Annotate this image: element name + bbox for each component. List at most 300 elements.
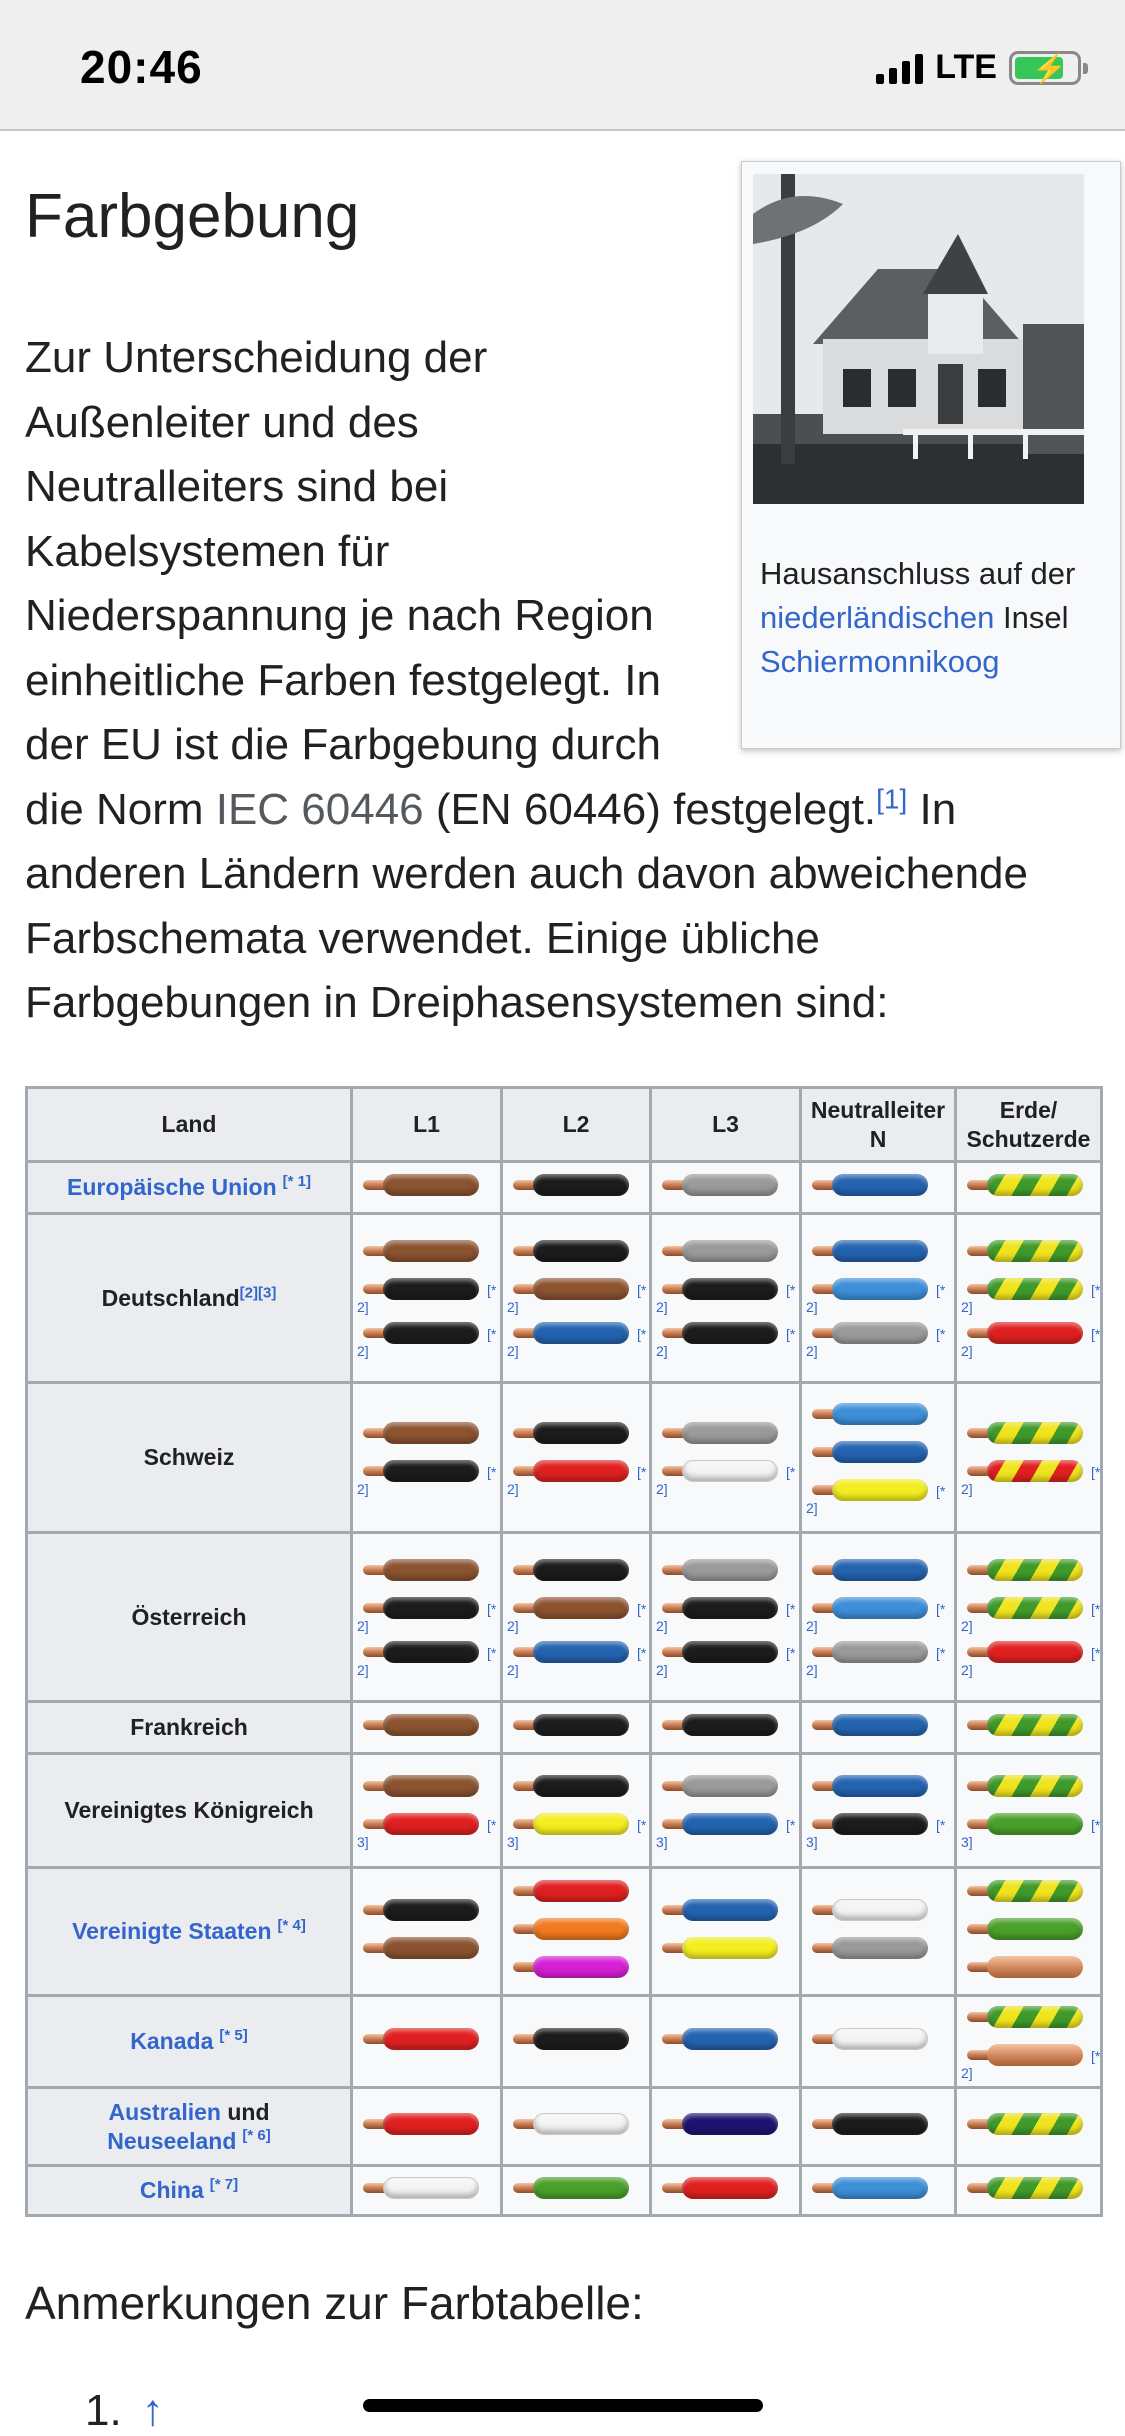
wire-cell: [956, 1702, 1102, 1754]
reference-1[interactable]: [1]: [876, 782, 908, 814]
table-row: [27, 1533, 1102, 1702]
wire-item: [503, 1952, 649, 1990]
footnote-mark[interactable]: 3]: [357, 1833, 369, 1850]
footnote-mark[interactable]: [*: [487, 1463, 497, 1480]
footnote-mark[interactable]: [*: [786, 1645, 796, 1661]
notes-heading: Anmerkungen zur Farbtabelle:: [25, 2277, 644, 2329]
blue-wire-icon[interactable]: [812, 1714, 928, 1736]
brown-wire-icon[interactable]: [363, 1559, 479, 1581]
wire-item: [503, 1593, 649, 1637]
wire-item: [353, 1236, 500, 1274]
footnote-mark[interactable]: 2]: [806, 1618, 818, 1634]
white-wire-icon[interactable]: [812, 2028, 928, 2050]
brown-wire-icon[interactable]: [363, 1775, 479, 1797]
ye-gr-wire-icon[interactable]: [967, 1559, 1083, 1581]
link-niederlaendischen[interactable]: niederländischen: [760, 600, 995, 635]
wire-item: [503, 1876, 649, 1914]
blue-wire-icon[interactable]: [662, 1813, 778, 1835]
black-wire-icon[interactable]: [662, 1641, 778, 1663]
country-link[interactable]: Australien: [108, 2098, 221, 2125]
wire-item: [503, 1771, 649, 1809]
wire-cell: [956, 1383, 1102, 1533]
grey-wire-icon[interactable]: [812, 1322, 928, 1344]
footnote-mark[interactable]: [*: [786, 1326, 796, 1342]
wire-cell: [352, 1868, 502, 1996]
wire-item: [802, 2024, 954, 2062]
wire-item: [652, 1274, 799, 1318]
header-neutral: Neutralleiter N: [801, 1088, 956, 1162]
footnote-mark[interactable]: 2]: [656, 1299, 668, 1315]
wire-cell: [651, 2166, 801, 2216]
black-wire-icon[interactable]: [513, 1775, 629, 1797]
footnote-mark[interactable]: [*: [637, 1463, 647, 1480]
footnote-mark[interactable]: 3]: [507, 1833, 519, 1850]
grey-wire-icon[interactable]: [662, 1240, 778, 1262]
footnote-mark[interactable]: 2]: [507, 1662, 519, 1678]
footnote-mark[interactable]: [*: [1091, 1816, 1101, 1833]
wire-item: [503, 1274, 649, 1318]
wire-item: [353, 1456, 500, 1500]
red-wire-icon[interactable]: [363, 2113, 479, 2135]
country-cell: [27, 1868, 352, 1996]
footnote-mark[interactable]: [*: [936, 1482, 946, 1499]
country-cell: [27, 1702, 352, 1754]
country-link[interactable]: Kanada: [130, 2028, 214, 2054]
brown-wire-icon[interactable]: [363, 1240, 479, 1262]
wire-cell: [651, 1383, 801, 1533]
footnote-mark[interactable]: [*: [1091, 1645, 1101, 1661]
wire-cell: [956, 2088, 1102, 2166]
footnote-mark[interactable]: 2]: [357, 1662, 369, 1678]
red-wire-icon[interactable]: [967, 1641, 1083, 1663]
ye-gr-wire-icon[interactable]: [967, 1422, 1083, 1444]
country-note[interactable]: [* 7]: [209, 2176, 239, 2194]
intro-paragraph: Zur Unterscheidung der Außenleiter und des Neutralleiters sind bei Kabelsystemen für Niederspannung je nach Region einheitliche Farben festgelegt. In der EU ist die Farbgebung durch die Norm IEC 60446 (EN 60446) festgelegt.[1] In anderen Ländern werden auch davon abweichende Farbschemata verwendet. Einige übliche Farbgebungen in Dreiphasensystemen sind:: [25, 333, 1028, 1027]
bare-wire-icon[interactable]: [967, 1956, 1083, 1978]
table-row: [27, 1702, 1102, 1754]
black-wire-icon[interactable]: [363, 1278, 479, 1300]
wire-item: [802, 1933, 954, 1971]
country-note[interactable]: [* 6]: [242, 2126, 271, 2144]
black-wire-icon[interactable]: [812, 2113, 928, 2135]
wire-cell: [651, 2088, 801, 2166]
black-wire-icon[interactable]: [363, 1641, 479, 1663]
wire-item: [503, 1809, 649, 1853]
wire-cell: [801, 1996, 956, 2088]
home-indicator[interactable]: [363, 2399, 763, 2412]
link-iec-60446[interactable]: IEC 60446: [215, 784, 424, 834]
wire-item: [652, 1456, 799, 1500]
wire-item: [957, 2109, 1100, 2147]
wire-item: [353, 1418, 500, 1456]
wire-item: [353, 1710, 500, 1748]
country-note[interactable]: [* 5]: [219, 2027, 248, 2045]
footnote-mark[interactable]: 2]: [656, 1618, 668, 1634]
footnote-mark[interactable]: [*: [936, 1645, 946, 1661]
wire-cell: [801, 1383, 956, 1533]
wire-color-table: [25, 1086, 1103, 2217]
wire-item: [652, 2024, 799, 2062]
white-wire-icon[interactable]: [812, 1899, 928, 1921]
black-wire-icon[interactable]: [662, 1597, 778, 1619]
footnote-mark[interactable]: [*: [936, 1816, 946, 1833]
wire-cell: [651, 1754, 801, 1868]
wire-item: [957, 2173, 1100, 2211]
footnote-mark[interactable]: 2]: [806, 1343, 818, 1359]
footnote-mark[interactable]: [*: [786, 1601, 796, 1617]
ye-gr-wire-icon[interactable]: [967, 2177, 1083, 2199]
black-wire-icon[interactable]: [363, 1597, 479, 1619]
wire-cell: [502, 2088, 651, 2166]
footnote-mark[interactable]: 2]: [507, 1618, 519, 1634]
wire-cell: [956, 1996, 1102, 2088]
country-link[interactable]: Europäische Union: [67, 1174, 277, 1200]
footnote-mark[interactable]: [*: [487, 1326, 497, 1342]
black-wire-icon[interactable]: [513, 1174, 629, 1196]
black-wire-icon[interactable]: [662, 1278, 778, 1300]
ye-gr-wire-icon[interactable]: [967, 1174, 1083, 1196]
battery-charging-icon: ⚡: [1009, 51, 1081, 85]
wire-item: [652, 1418, 799, 1456]
wire-item: [957, 1456, 1100, 1500]
brown-wire-icon[interactable]: [363, 1422, 479, 1444]
black-wire-icon[interactable]: [812, 1813, 928, 1835]
brown-wire-icon[interactable]: [513, 1597, 629, 1619]
notes-list: 1. ↑: [85, 2386, 164, 2435]
country-note[interactable]: [* 4]: [277, 1917, 306, 1935]
footnote-mark[interactable]: 2]: [961, 1480, 973, 1497]
ye-gr-wire-icon[interactable]: [967, 1278, 1083, 1300]
wire-cell: [352, 1214, 502, 1383]
wire-item: [353, 1809, 500, 1853]
wire-cell: [651, 1214, 801, 1383]
wire-item: [652, 1637, 799, 1681]
footnote-mark[interactable]: 2]: [656, 1662, 668, 1678]
wire-cell: [352, 1383, 502, 1533]
footnote-mark[interactable]: 2]: [806, 1662, 818, 1678]
wire-item: [353, 1555, 500, 1593]
footnote-mark[interactable]: 2]: [507, 1299, 519, 1315]
footnote-mark[interactable]: 2]: [357, 1480, 369, 1497]
table-row: [27, 2166, 1102, 2216]
wire-item: [353, 1593, 500, 1637]
wire-item: [802, 1475, 954, 1519]
blue-wire-icon[interactable]: [513, 1322, 629, 1344]
status-icons: [876, 48, 1081, 87]
brown-wire-icon[interactable]: [363, 1937, 479, 1959]
header-l2: L2: [502, 1088, 651, 1162]
wire-item: [802, 1895, 954, 1933]
blue-wire-icon[interactable]: [812, 1441, 928, 1463]
wire-cell: [502, 1702, 651, 1754]
ye-gr-wire-icon[interactable]: [967, 2113, 1083, 2135]
country-cell: [27, 1214, 352, 1383]
wire-item: [353, 2109, 500, 2147]
section-title: Farbgebung: [25, 182, 360, 251]
ye-gr-wire-icon[interactable]: [967, 1240, 1083, 1262]
wire-cell: [502, 1383, 651, 1533]
footnote-mark[interactable]: 2]: [806, 1499, 818, 1516]
wire-item: [652, 1710, 799, 1748]
wire-cell: [352, 1702, 502, 1754]
wire-item: [503, 1710, 649, 1748]
footnote-mark[interactable]: 2]: [961, 1343, 973, 1359]
wire-item: [802, 2109, 954, 2147]
network-label: LTE: [935, 48, 997, 86]
lightblue-wire-icon[interactable]: [812, 1403, 928, 1425]
wire-item: [652, 1809, 799, 1853]
wire-item: [957, 1952, 1100, 1990]
wire-cell: [651, 1996, 801, 2088]
footnote-mark[interactable]: 2]: [357, 1343, 369, 1359]
wire-item: [503, 1637, 649, 1681]
wire-item: [802, 1809, 954, 1853]
country-name: Frankreich: [130, 1714, 248, 1740]
red-wire-icon[interactable]: [363, 1813, 479, 1835]
wire-cell: [352, 1162, 502, 1214]
wire-cell: [352, 2166, 502, 2216]
wire-item: [957, 1418, 1100, 1456]
black-wire-icon[interactable]: [513, 1422, 629, 1444]
wire-item: [802, 1710, 954, 1748]
footnote-mark[interactable]: [*: [487, 1816, 497, 1833]
footnote-mark[interactable]: 2]: [507, 1343, 519, 1359]
wire-cell: [352, 2088, 502, 2166]
table-row: [27, 2088, 1102, 2166]
navy-wire-icon[interactable]: [662, 2113, 778, 2135]
wire-item: [957, 1876, 1100, 1914]
footnote-mark[interactable]: [*: [1091, 1601, 1101, 1617]
grey-wire-icon[interactable]: [662, 1422, 778, 1444]
footnote-mark[interactable]: [*: [637, 1816, 647, 1833]
wire-item: [503, 1318, 649, 1362]
ye-gr-wire-icon[interactable]: [967, 1597, 1083, 1619]
country-cell: [27, 1754, 352, 1868]
image-caption: Hausanschluss auf der niederländischen Insel Schiermonnikoog: [760, 556, 1076, 679]
footnote-mark[interactable]: [*: [1091, 1282, 1101, 1298]
wire-cell: [651, 1702, 801, 1754]
wire-item: [802, 1555, 954, 1593]
footnote-mark[interactable]: [*: [637, 1601, 647, 1617]
black-wire-icon[interactable]: [513, 1714, 629, 1736]
wire-cell: [956, 1754, 1102, 1868]
wire-item: [802, 1399, 954, 1437]
footnote-mark[interactable]: 2]: [961, 1618, 973, 1634]
yellow-wire-icon[interactable]: [812, 1479, 928, 1501]
lightblue-wire-icon[interactable]: [812, 1278, 928, 1300]
country-link[interactable]: Vereinigte Staaten: [72, 1918, 272, 1944]
wire-cell: [801, 1868, 956, 1996]
back-arrow-link[interactable]: ↑: [141, 2386, 164, 2435]
footnote-mark[interactable]: [*: [936, 1326, 946, 1342]
green-wire-icon[interactable]: [967, 1918, 1083, 1940]
orange-wire-icon[interactable]: [513, 1918, 629, 1940]
white-wire-icon[interactable]: [363, 2177, 479, 2199]
red-wire-icon[interactable]: [967, 1322, 1083, 1344]
footnote-mark[interactable]: [*: [637, 1326, 647, 1342]
wire-item: [353, 1318, 500, 1362]
blue-wire-icon[interactable]: [812, 1775, 928, 1797]
wire-cell: [801, 1162, 956, 1214]
footnote-mark[interactable]: [*: [786, 1463, 796, 1480]
blue-wire-icon[interactable]: [662, 2028, 778, 2050]
wire-cell: [651, 1533, 801, 1702]
wire-item: [802, 1170, 954, 1208]
footnote-mark[interactable]: [*: [786, 1816, 796, 1833]
ye-gr-wire-icon[interactable]: [967, 1775, 1083, 1797]
footnote-mark[interactable]: 2]: [357, 1618, 369, 1634]
country-cell: [27, 1996, 352, 2088]
blue-wire-icon[interactable]: [513, 1641, 629, 1663]
blue-wire-icon[interactable]: [812, 1174, 928, 1196]
signal-icon: [876, 52, 923, 84]
wire-item: [503, 1914, 649, 1952]
footnote-mark[interactable]: [*: [487, 1645, 497, 1661]
footnote-mark[interactable]: 2]: [961, 1299, 973, 1315]
footnote-mark[interactable]: 2]: [806, 1299, 818, 1315]
wire-item: [503, 1418, 649, 1456]
grey-wire-icon[interactable]: [662, 1775, 778, 1797]
brown-wire-icon[interactable]: [363, 1174, 479, 1196]
footnote-mark[interactable]: [*: [936, 1282, 946, 1298]
violet-wire-icon[interactable]: [513, 1956, 629, 1978]
black-wire-icon[interactable]: [662, 1714, 778, 1736]
red-wire-icon[interactable]: [513, 1460, 629, 1482]
blue-wire-icon[interactable]: [812, 1559, 928, 1581]
wire-item: [353, 1274, 500, 1318]
country-link[interactable]: Neuseeland: [107, 2127, 237, 2154]
wire-cell: [502, 1996, 651, 2088]
grey-wire-icon[interactable]: [812, 1937, 928, 1959]
wire-item: [503, 1170, 649, 1208]
wire-item: [957, 2040, 1100, 2084]
wire-item: [957, 1809, 1100, 1853]
ye-gr-wire-icon[interactable]: [967, 2006, 1083, 2028]
white-wire-icon[interactable]: [513, 2113, 629, 2135]
footnote-mark[interactable]: 3]: [806, 1833, 818, 1850]
wire-cell: [801, 2166, 956, 2216]
footnote-mark[interactable]: [*: [786, 1282, 796, 1298]
black-wire-icon[interactable]: [662, 1322, 778, 1344]
wire-item: [957, 1593, 1100, 1637]
footnote-mark[interactable]: [*: [936, 1601, 946, 1617]
footnote-mark[interactable]: 2]: [357, 1299, 369, 1315]
wire-item: [652, 1771, 799, 1809]
wire-item: [652, 1170, 799, 1208]
footnote-mark[interactable]: 3]: [656, 1833, 668, 1850]
footnote-mark[interactable]: [*: [1091, 1463, 1101, 1480]
footnote-mark[interactable]: 2]: [961, 2064, 973, 2081]
country-link[interactable]: China: [139, 2177, 204, 2203]
wire-item: [652, 1933, 799, 1971]
wire-cell: [801, 1754, 956, 1868]
wire-item: [802, 1593, 954, 1637]
table-row: [27, 1868, 1102, 1996]
blue-wire-icon[interactable]: [662, 1899, 778, 1921]
country-refs[interactable]: [2][3]: [239, 1283, 277, 1301]
header-l3: L3: [651, 1088, 801, 1162]
footnote-mark[interactable]: [*: [487, 1601, 497, 1617]
footnote-mark[interactable]: 2]: [507, 1480, 519, 1497]
black-wire-icon[interactable]: [363, 1460, 479, 1482]
ye-gr-wire-icon[interactable]: [967, 1880, 1083, 1902]
wire-item: [353, 2024, 500, 2062]
country-cell: [27, 1162, 352, 1214]
link-schiermonnikoog[interactable]: Schiermonnikoog: [760, 644, 1000, 679]
black-wire-icon[interactable]: [363, 1899, 479, 1921]
country-cell: [27, 1533, 352, 1702]
grey-wire-icon[interactable]: [812, 1641, 928, 1663]
wire-cell: [956, 2166, 1102, 2216]
green-wire-icon[interactable]: [967, 1813, 1083, 1835]
wire-cell: [502, 1754, 651, 1868]
green-wire-icon[interactable]: [513, 2177, 629, 2199]
wire-cell: [651, 1868, 801, 1996]
wire-item: [957, 1637, 1100, 1681]
white-wire-icon[interactable]: [662, 1460, 778, 1482]
red-wire-icon[interactable]: [513, 1880, 629, 1902]
header-earth: Erde/ Schutzerde: [956, 1088, 1102, 1162]
yellow-wire-icon[interactable]: [513, 1813, 629, 1835]
wire-item: [957, 1274, 1100, 1318]
footnote-mark[interactable]: 2]: [656, 1343, 668, 1359]
country-note[interactable]: [* 1]: [282, 1173, 311, 1191]
bare-wire-icon[interactable]: [967, 2044, 1083, 2066]
blue-wire-icon[interactable]: [812, 1240, 928, 1262]
wire-cell: [956, 1214, 1102, 1383]
yellow-wire-icon[interactable]: [662, 1937, 778, 1959]
wire-item: [652, 1895, 799, 1933]
red-wire-icon[interactable]: [363, 2028, 479, 2050]
table-row: [27, 1754, 1102, 1868]
footnote-mark[interactable]: [*: [487, 1282, 497, 1298]
footnote-mark[interactable]: [*: [1091, 1326, 1101, 1342]
lightblue-wire-icon[interactable]: [812, 2177, 928, 2199]
brown-wire-icon[interactable]: [363, 1714, 479, 1736]
header-land: Land: [27, 1088, 352, 1162]
ye-rd-wire-icon[interactable]: [967, 1460, 1083, 1482]
wire-item: [802, 1437, 954, 1475]
footnote-mark[interactable]: 2]: [961, 1662, 973, 1678]
grey-wire-icon[interactable]: [662, 1559, 778, 1581]
country-name: Deutschland: [101, 1284, 240, 1311]
footnote-mark[interactable]: [*: [1091, 2047, 1101, 2064]
wire-cell: [352, 1533, 502, 1702]
lightblue-wire-icon[interactable]: [812, 1597, 928, 1619]
country-name: Schweiz: [143, 1444, 235, 1470]
red-wire-icon[interactable]: [662, 2177, 778, 2199]
table-row: [27, 1214, 1102, 1383]
black-wire-icon[interactable]: [513, 2028, 629, 2050]
wire-item: [503, 2024, 649, 2062]
country-name: Vereinigtes Königreich: [64, 1797, 314, 1823]
wire-item: [353, 2173, 500, 2211]
ye-gr-wire-icon[interactable]: [967, 1714, 1083, 1736]
brown-wire-icon[interactable]: [513, 1278, 629, 1300]
black-wire-icon[interactable]: [363, 1322, 479, 1344]
wire-cell: [956, 1162, 1102, 1214]
black-wire-icon[interactable]: [513, 1240, 629, 1262]
footnote-mark[interactable]: 3]: [961, 1833, 973, 1850]
wire-cell: [502, 1162, 651, 1214]
grey-wire-icon[interactable]: [662, 1174, 778, 1196]
footnote-mark[interactable]: [*: [637, 1645, 647, 1661]
wire-item: [353, 1933, 500, 1971]
wire-cell: [801, 1533, 956, 1702]
footnote-mark[interactable]: 2]: [656, 1480, 668, 1497]
black-wire-icon[interactable]: [513, 1559, 629, 1581]
footnote-mark[interactable]: [*: [637, 1282, 647, 1298]
